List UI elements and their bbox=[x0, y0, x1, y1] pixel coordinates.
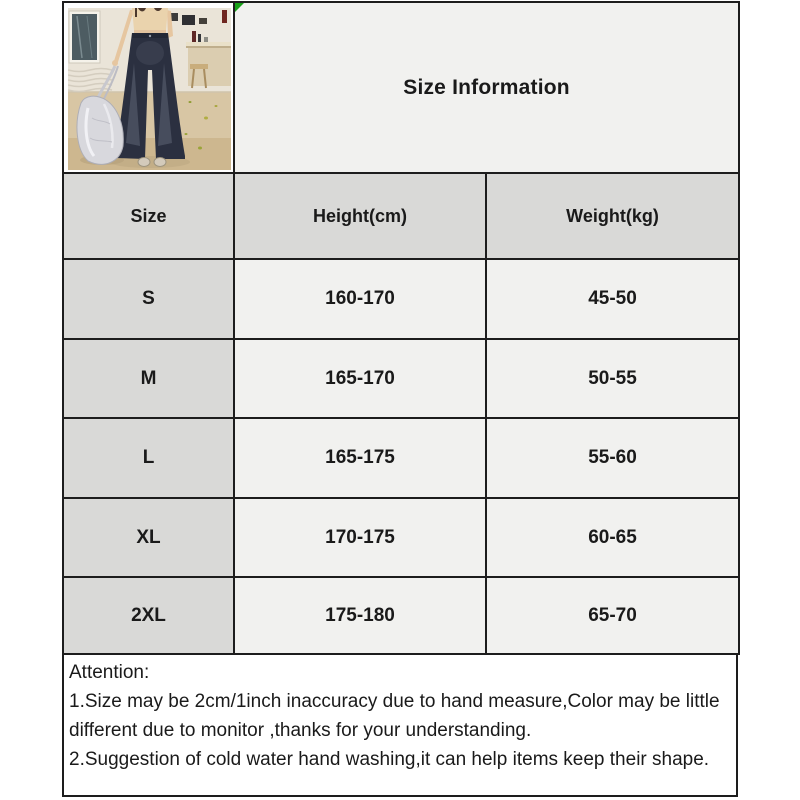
size-label-s: S bbox=[63, 259, 234, 339]
height-value-xl: 170-175 bbox=[234, 498, 486, 577]
weight-value-2xl: 65-70 bbox=[486, 577, 739, 654]
product-photo bbox=[68, 8, 231, 170]
height-value-2xl: 175-180 bbox=[234, 577, 486, 654]
column-header-height: Height(cm) bbox=[234, 173, 486, 259]
product-photo-cell bbox=[63, 2, 234, 173]
column-header-weight: Weight(kg) bbox=[486, 173, 739, 259]
shoe-left bbox=[138, 157, 150, 166]
attention-box bbox=[62, 653, 738, 797]
header-row bbox=[63, 173, 739, 259]
top-row bbox=[63, 2, 739, 173]
weight-value-l: 55-60 bbox=[486, 418, 739, 498]
mirror bbox=[69, 11, 100, 63]
size-chart-sheet bbox=[62, 1, 738, 797]
green-corner-marker-icon bbox=[235, 3, 244, 12]
table-row-2xl bbox=[63, 577, 739, 654]
height-value-s: 160-170 bbox=[234, 259, 486, 339]
size-label-xl: XL bbox=[63, 498, 234, 577]
height-value-m: 165-170 bbox=[234, 339, 486, 418]
page-title: Size Information bbox=[403, 75, 570, 99]
table-row-m bbox=[63, 339, 739, 418]
size-label-l: L bbox=[63, 418, 234, 498]
table-row-s bbox=[63, 259, 739, 339]
weight-value-xl: 60-65 bbox=[486, 498, 739, 577]
weight-value-s: 45-50 bbox=[486, 259, 739, 339]
shoe-right bbox=[154, 157, 166, 166]
attention-note-1: 1.Size may be 2cm/1inch inaccuracy due to hand measure,Color may be little different due to monitor ,thanks for your understanding. bbox=[69, 691, 720, 741]
size-table bbox=[62, 1, 740, 655]
attention-note-2: 2.Suggestion of cold water hand washing,it can help items keep their shape. bbox=[69, 749, 710, 770]
attention-heading: Attention: bbox=[69, 662, 150, 683]
weight-value-m: 50-55 bbox=[486, 339, 739, 418]
height-value-l: 165-175 bbox=[234, 418, 486, 498]
title-cell bbox=[234, 2, 739, 173]
table-row-xl bbox=[63, 498, 739, 577]
table-row-l bbox=[63, 418, 739, 498]
column-header-size: Size bbox=[63, 173, 234, 259]
size-label-m: M bbox=[63, 339, 234, 418]
size-label-2xl: 2XL bbox=[63, 577, 234, 654]
